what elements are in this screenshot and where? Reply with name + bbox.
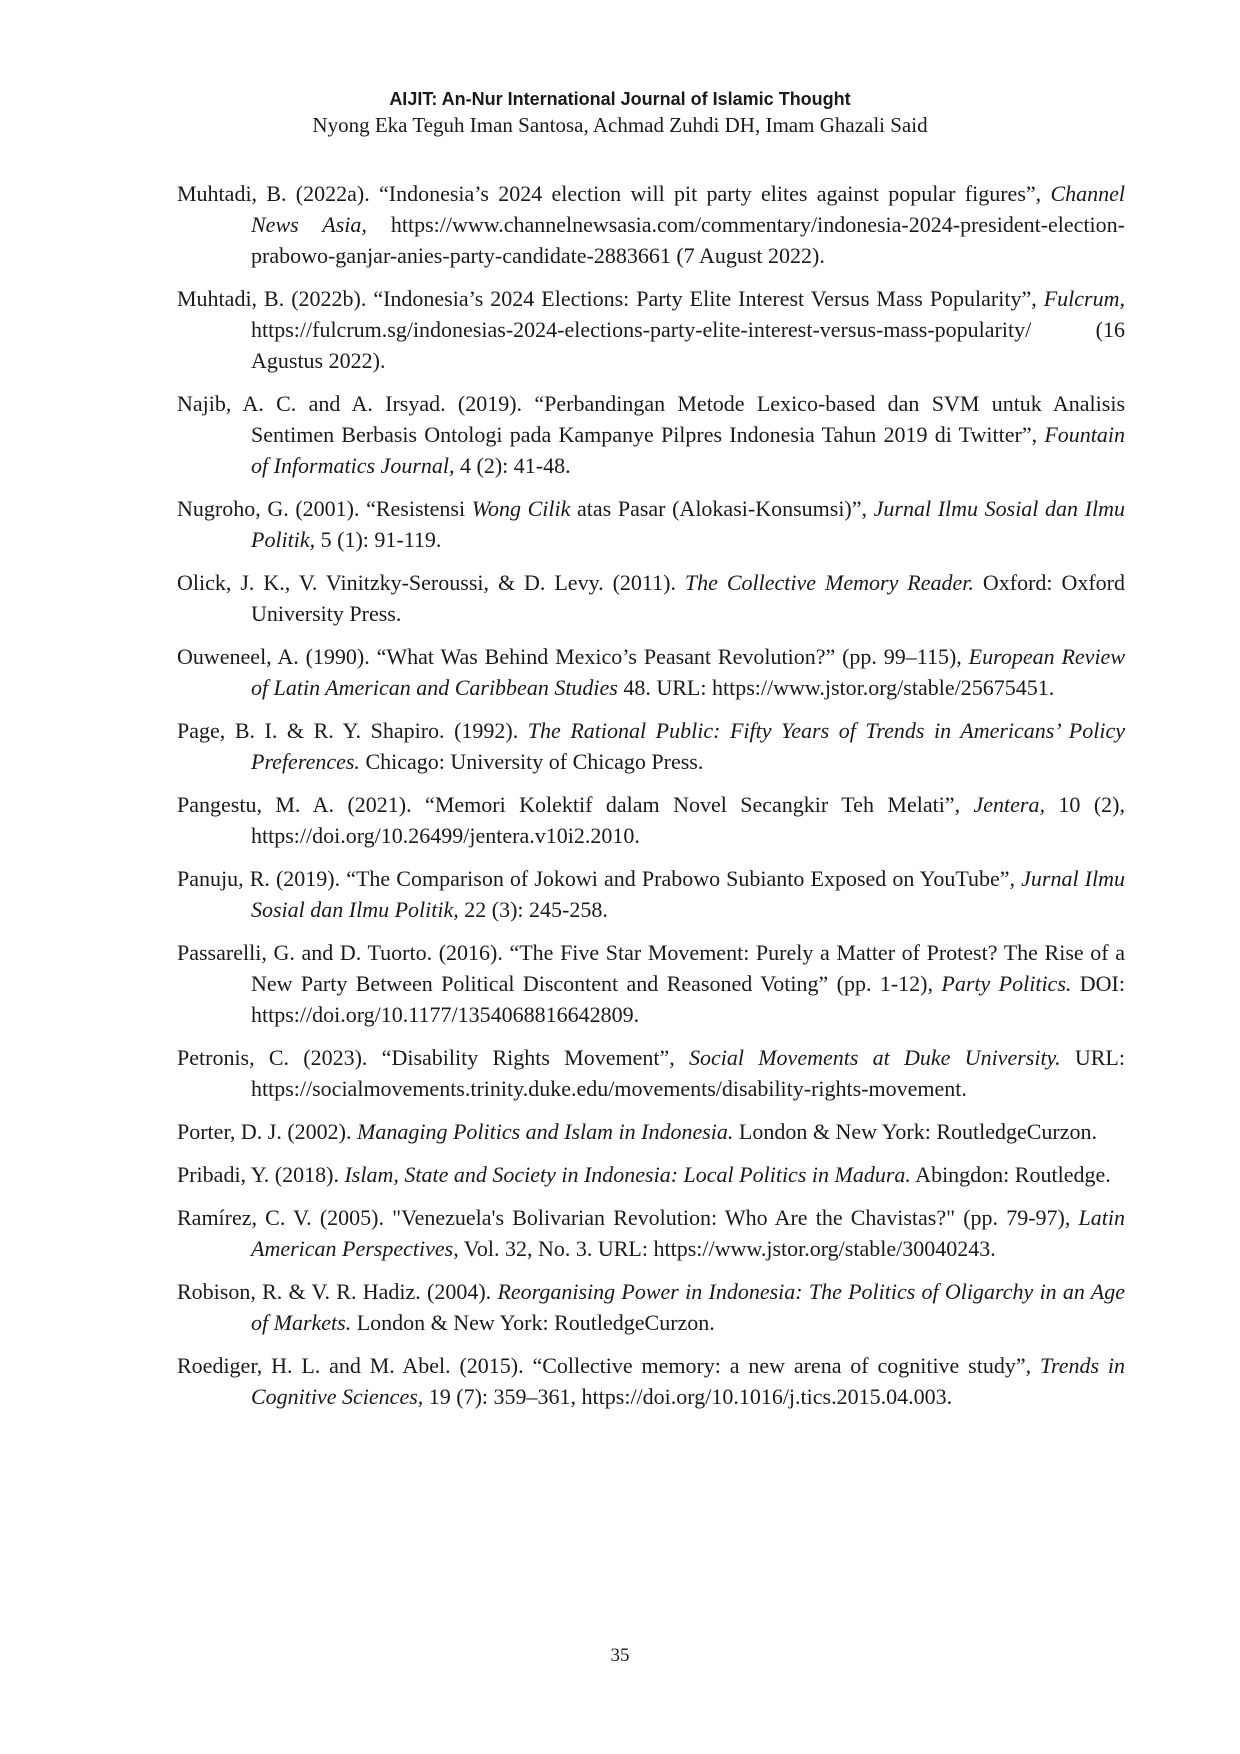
reference-entry: Nugroho, G. (2001). “Resistensi Wong Cilik atas Pasar (Alokasi-Konsumsi)”, Jurnal Ilmu Sosial dan Ilmu Politik, 5 (1): 91-119. <box>177 496 1125 552</box>
reference-list <box>177 178 1125 1424</box>
reference-entry: Ouweneel, A. (1990). “What Was Behind Mexico’s Peasant Revolution?” (pp. 99–115), European Review of Latin American and Caribbean Studies 48. URL: https://www.jstor.org/stable/25675451. <box>177 644 1125 700</box>
reference-entry: Ramírez, C. V. (2005). "Venezuela's Bolivarian Revolution: Who Are the Chavistas?" (pp. 79-97), Latin American Perspectives, Vol. 32, No. 3. URL: https://www.jstor.org/stable/30040243. <box>177 1205 1125 1261</box>
reference-entry: Robison, R. & V. R. Hadiz. (2004). Reorganising Power in Indonesia: The Politics of Oligarchy in an Age of Markets. London & New York: RoutledgeCurzon. <box>177 1279 1125 1335</box>
reference-entry: Panuju, R. (2019). “The Comparison of Jokowi and Prabowo Subianto Exposed on YouTube”, Jurnal Ilmu Sosial dan Ilmu Politik, 22 (3): 245-258. <box>177 866 1125 922</box>
reference-entry: Olick, J. K., V. Vinitzky-Seroussi, & D. Levy. (2011). The Collective Memory Reader. Oxford: Oxford University Press. <box>177 570 1126 626</box>
reference-entry: Najib, A. C. and A. Irsyad. (2019). “Perbandingan Metode Lexico-based dan SVM untuk Analisis Sentimen Berbasis Ontologi pada Kampanye Pilpres Indonesia Tahun 2019 di Twitter”, Fountain of Informatics Journal, 4 (2): 41-48. <box>177 391 1125 478</box>
article-authors: Nyong Eka Teguh Iman Santosa, Achmad Zuhdi DH, Imam Ghazali Said <box>312 113 928 137</box>
reference-entry: Muhtadi, B. (2022a). “Indonesia’s 2024 election will pit party elites against popular figures”, Channel News Asia, https://www.channelnewsasia.com/commentary/indonesia-2024-president-election-prabowo-ganjar-anies-party-candidate-2883661 (7 August 2022). <box>177 181 1125 268</box>
reference-entry: Roediger, H. L. and M. Abel. (2015). “Collective memory: a new arena of cognitive study”, Trends in Cognitive Sciences, 19 (7): 359–361, https://doi.org/10.1016/j.tics.2015.04.003. <box>177 1353 1125 1409</box>
reference-entry: Page, B. I. & R. Y. Shapiro. (1992). The Rational Public: Fifty Years of Trends in Americans’ Policy Preferences. Chicago: University of Chicago Press. <box>177 718 1125 774</box>
page-number: 35 <box>610 1645 630 1666</box>
reference-entry: Muhtadi, B. (2022b). “Indonesia’s 2024 Elections: Party Elite Interest Versus Mass Popularity”, Fulcrum, https://fulcrum.sg/indonesias-2024-elections-party-elite-interest-versus-mass-popularity/ (16 Agustus 2022). <box>177 286 1125 373</box>
reference-entry: Passarelli, G. and D. Tuorto. (2016). “The Five Star Movement: Purely a Matter of Protest? The Rise of a New Party Between Political Discontent and Reasoned Voting” (pp. 1-12), Party Politics. DOI: https://doi.org/10.1177/1354068816642809. <box>177 940 1125 1027</box>
reference-entry: Pribadi, Y. (2018). Islam, State and Society in Indonesia: Local Politics in Madura. Abingdon: Routledge. <box>177 1162 1111 1187</box>
journal-title: AIJIT: An-Nur International Journal of Islamic Thought <box>389 89 851 109</box>
running-header <box>0 86 1240 138</box>
reference-entry: Porter, D. J. (2002). Managing Politics and Islam in Indonesia. London & New York: RoutledgeCurzon. <box>177 1119 1098 1144</box>
reference-entry: Pangestu, M. A. (2021). “Memori Kolektif dalam Novel Secangkir Teh Melati”, Jentera, 10 (2), https://doi.org/10.26499/jentera.v10i2.2010. <box>177 792 1126 848</box>
reference-entry: Petronis, C. (2023). “Disability Rights Movement”, Social Movements at Duke University. URL: https://socialmovements.trinity.duke.edu/movements/disability-rights-movement. <box>177 1045 1125 1101</box>
